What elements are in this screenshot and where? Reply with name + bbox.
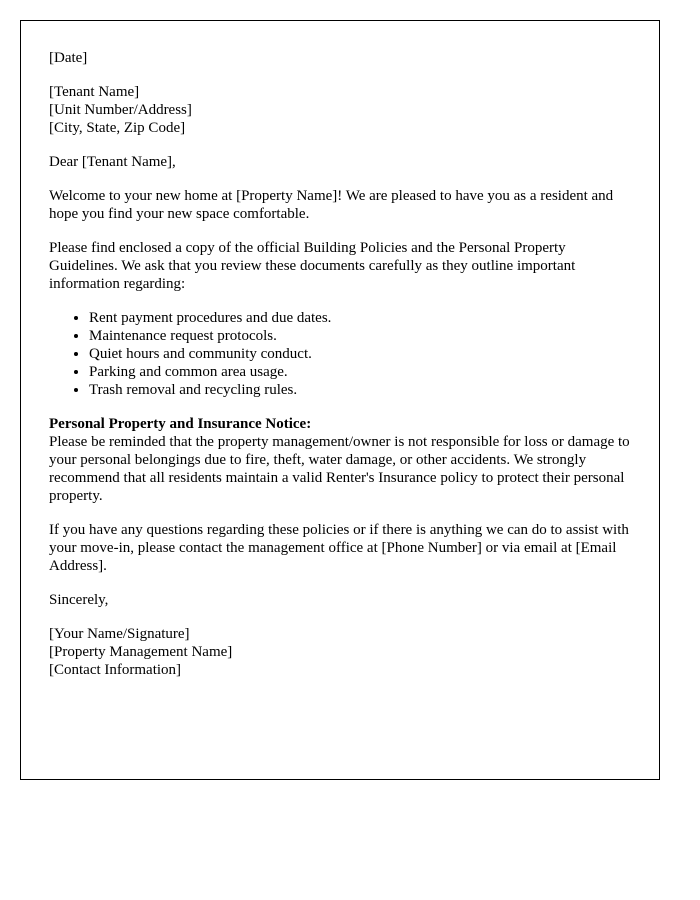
recipient-city: [City, State, Zip Code] bbox=[49, 120, 186, 136]
list-item: • Quiet hours and community conduct. bbox=[89, 345, 631, 363]
insurance-notice bbox=[49, 415, 631, 505]
recipient-name: [Tenant Name] bbox=[49, 84, 140, 100]
date-block bbox=[49, 49, 631, 67]
list-item: • Rent payment procedures and due dates. bbox=[89, 309, 631, 327]
policy-list bbox=[49, 309, 631, 399]
contact-paragraph: If you have any questions regarding these policies or if there is anything we can do to assist with your move-in, please contact the management office at [Phone Number] or via email at [Email Address]. bbox=[49, 522, 629, 574]
signature-company: [Property Management Name] bbox=[49, 644, 233, 660]
recipient-address: [Unit Number/Address] bbox=[49, 102, 192, 118]
salutation: Dear [Tenant Name], bbox=[49, 154, 176, 170]
notice-heading: Personal Property and Insurance Notice: bbox=[49, 416, 312, 432]
signature-name: [Your Name/Signature] bbox=[49, 626, 190, 642]
letter-date: [Date] bbox=[49, 50, 88, 66]
recipient-block bbox=[49, 83, 631, 137]
letter-page bbox=[20, 20, 660, 780]
list-item: • Trash removal and recycling rules. bbox=[89, 381, 631, 399]
notice-body: Please be reminded that the property management/owner is not responsible for loss or damage to your personal belongings due to fire, theft, water damage, or other accidents. We strongly recommend that all residents maintain a valid Renter's Insurance policy to protect their personal property. bbox=[49, 434, 630, 504]
enclosed-paragraph: Please find enclosed a copy of the official Building Policies and the Personal Property Guidelines. We ask that you review these documents carefully as they outline important information regarding: bbox=[49, 240, 576, 292]
list-item: • Parking and common area usage. bbox=[89, 363, 631, 381]
list-item: • Maintenance request protocols. bbox=[89, 327, 631, 345]
welcome-paragraph: Welcome to your new home at [Property Name]! We are pleased to have you as a resident and hope you find your new space comfortable. bbox=[49, 188, 614, 222]
signature-block bbox=[49, 625, 631, 679]
closing: Sincerely, bbox=[49, 592, 109, 608]
signature-contact: [Contact Information] bbox=[49, 662, 182, 678]
